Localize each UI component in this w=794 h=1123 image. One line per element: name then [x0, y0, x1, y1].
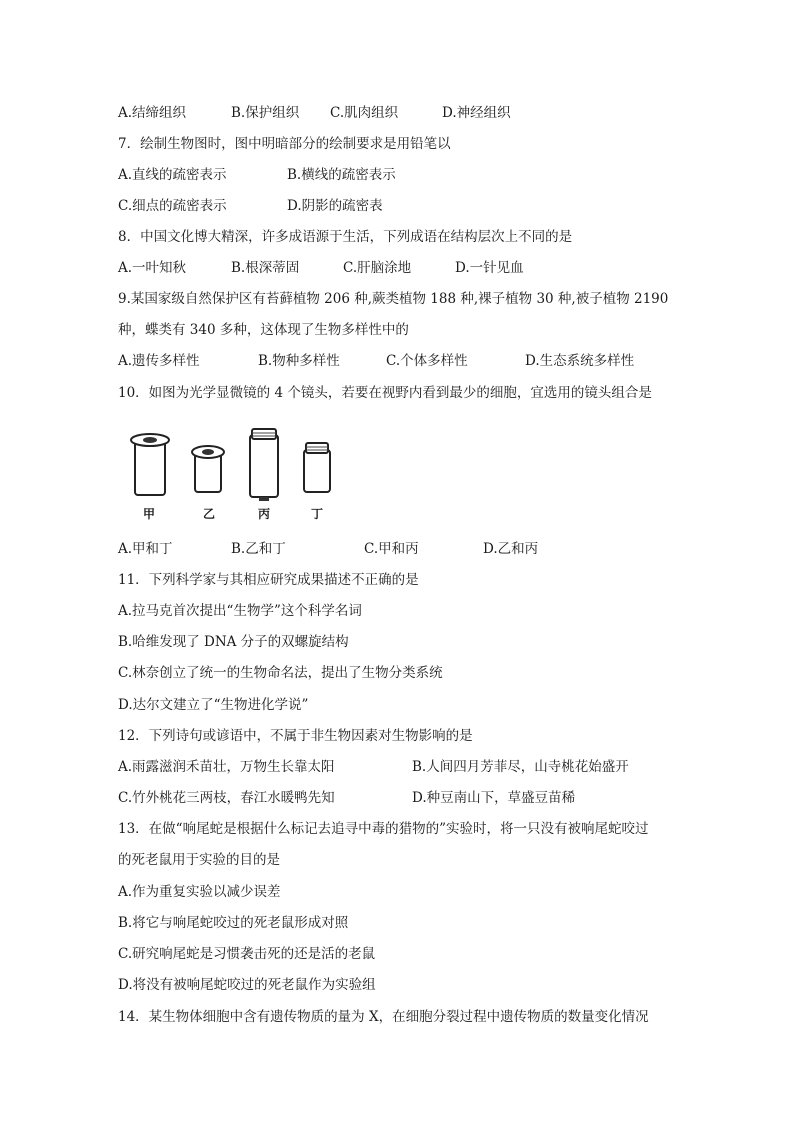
q13-option-d: D.将没有被响尾蛇咬过的死老鼠作为实验组 — [118, 977, 376, 993]
q11-stem: 11．下列科学家与其相应研究成果描述不正确的是 — [118, 572, 419, 588]
lens-label-yi: 乙 — [203, 507, 216, 521]
q8-stem: 8．中国文化博大精深，许多成语源于生活，下列成语在结构层次上不同的是 — [118, 229, 573, 245]
q8-option-a: A.一叶知秋 — [118, 260, 187, 276]
q6-option-c: C.肌肉组织 — [330, 105, 399, 121]
lens-yi-icon — [192, 446, 224, 492]
q13-stem-line1: 13．在做“响尾蛇是根据什么标记去追寻中毒的猎物的”实验时，将一只没有被响尾蛇咬过 — [118, 821, 649, 837]
lens-jia-icon — [131, 434, 169, 495]
q11-option-c: C.林奈创立了统一的生物命名法，提出了生物分类系统 — [118, 665, 443, 681]
q13-option-a: A.作为重复实验以减少误差 — [118, 884, 281, 900]
q8-option-c: C.肝脑涂地 — [343, 260, 412, 276]
q7-option-d: D.阴影的疏密表 — [287, 198, 383, 214]
lens-ding-icon — [304, 443, 330, 492]
q6-option-d: D.神经组织 — [442, 105, 511, 121]
q9-option-c: C.个体多样性 — [386, 353, 468, 369]
lens-label-jia: 甲 — [143, 507, 156, 521]
q10-option-d: D.乙和丙 — [483, 541, 539, 557]
q12-option-d: D.种豆南山下，草盛豆苗稀 — [412, 790, 576, 806]
q8-option-d: D.一针见血 — [455, 260, 524, 276]
q11-option-a: A.拉马克首次提出“生物学”这个科学名词 — [118, 603, 362, 619]
q12-option-b: B.人间四月芳菲尽，山寺桃花始盛开 — [412, 759, 629, 775]
q8-option-b: B.根深蒂固 — [231, 260, 300, 276]
q11-option-b: B.哈维发现了 DNA 分子的双螺旋结构 — [118, 634, 349, 650]
q9-stem-line1: 9.某国家级自然保护区有苔藓植物 206 种,蕨类植物 188 种,裸子植物 30 种,被子植物 2190 — [118, 291, 669, 307]
q7-option-b: B.横线的疏密表示 — [287, 167, 396, 183]
q7-stem: 7．绘制生物图时，图中明暗部分的绘制要求是用铅笔以 — [118, 136, 451, 152]
q12-option-a: A.雨露滋润禾苗壮，万物生长靠太阳 — [118, 759, 335, 775]
q6-option-b: B.保护组织 — [231, 105, 300, 121]
q11-option-d: D.达尔文建立了“生物进化学说” — [118, 697, 309, 713]
q10-option-c: C.甲和丙 — [364, 541, 419, 557]
lens-bing-icon — [250, 429, 278, 501]
q10-stem: 10．如图为光学显微镜的 4 个镜头，若要在视野内看到最少的细胞，宜选用的镜头组合是 — [118, 385, 652, 401]
q10-option-b: B.乙和丁 — [231, 541, 286, 557]
q12-option-c: C.竹外桃花三两枝，春江水暖鸭先知 — [118, 790, 335, 806]
q13-option-b: B.将它与响尾蛇咬过的死老鼠形成对照 — [118, 915, 349, 931]
q9-stem-line2: 种，蝶类有 340 多种，这体现了生物多样性中的 — [118, 322, 409, 338]
q10-option-a: A.甲和丁 — [118, 541, 173, 557]
q14-stem: 14．某生物体细胞中含有遗传物质的量为 X，在细胞分裂过程中遗传物质的数量变化情况 — [118, 1009, 649, 1025]
lens-label-ding: 丁 — [311, 507, 324, 521]
q13-option-c: C.研究响尾蛇是习惯袭击死的还是活的老鼠 — [118, 946, 376, 962]
q7-option-a: A.直线的疏密表示 — [118, 167, 227, 183]
lens-label-bing: 丙 — [258, 507, 271, 521]
q13-stem-line2: 的死老鼠用于实验的目的是 — [118, 852, 280, 868]
microscope-lens-figure — [125, 425, 345, 525]
q6-option-a: A.结缔组织 — [118, 105, 187, 121]
q9-option-d: D.生态系统多样性 — [525, 353, 635, 369]
q9-option-b: B.物种多样性 — [258, 353, 340, 369]
q7-option-c: C.细点的疏密表示 — [118, 198, 227, 214]
q9-option-a: A.遗传多样性 — [118, 353, 200, 369]
q12-stem: 12．下列诗句或谚语中，不属于非生物因素对生物影响的是 — [118, 728, 473, 744]
